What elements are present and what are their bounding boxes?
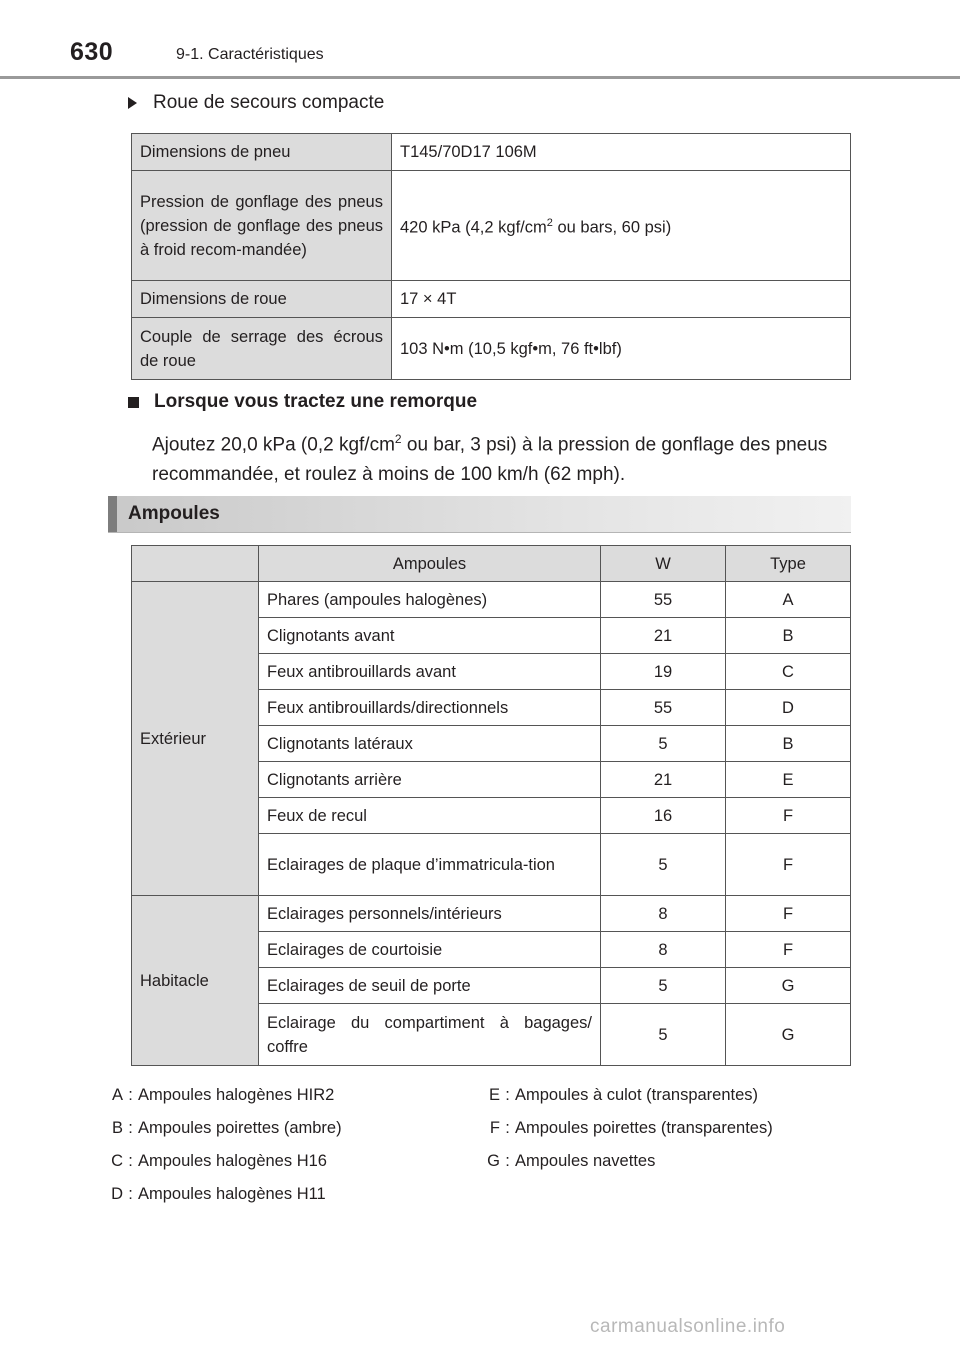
spare-label-wheel-size: Dimensions de roue	[132, 281, 392, 318]
legend-text: Ampoules à culot (transparentes)	[515, 1086, 759, 1104]
bulb-watt: 19	[601, 654, 726, 690]
legend-separator: :	[128, 1086, 133, 1104]
table-row	[132, 896, 851, 932]
legend-separator: :	[128, 1185, 133, 1203]
column-header-bulbs: Ampoules	[259, 546, 601, 582]
bulb-name: Phares (ampoules halogènes)	[259, 582, 601, 618]
bulb-watt: 8	[601, 932, 726, 968]
towing-text-tail: ou bar, 3 psi) à la pression de gonflage des pneus recommandée, et roulez à moins de 100 km/h (62 mph).	[152, 434, 828, 486]
bulb-name: Eclairages personnels/intérieurs	[259, 896, 601, 932]
bulb-type: C	[726, 654, 851, 690]
bulb-watt: 55	[601, 582, 726, 618]
group-label-interior: Habitacle	[132, 896, 259, 1066]
bulb-name: Clignotants arrière	[259, 762, 601, 798]
spare-value-pressure	[392, 171, 851, 281]
bulb-watt: 8	[601, 896, 726, 932]
bulb-watt: 5	[601, 1004, 726, 1066]
bulb-watt: 55	[601, 690, 726, 726]
spare-wheel-table	[131, 133, 851, 380]
legend-item-b	[97, 1119, 342, 1138]
legend-item-d	[97, 1185, 326, 1204]
table-row	[132, 582, 851, 618]
bulb-watt: 16	[601, 798, 726, 834]
legend-key: B	[111, 1119, 123, 1137]
table-row	[132, 281, 851, 318]
table-row	[132, 318, 851, 380]
section-band-accent	[108, 496, 117, 532]
table-row	[132, 134, 851, 171]
bulb-name: Eclairages de courtoisie	[259, 932, 601, 968]
page-number: 630	[70, 38, 114, 66]
bulb-name: Feux antibrouillards avant	[259, 654, 601, 690]
towing-text-superscript: 2	[394, 432, 402, 446]
pressure-value-tail: ou bars, 60 psi)	[552, 218, 672, 237]
legend-separator: :	[128, 1119, 133, 1137]
spare-value-wheel-size: 17 × 4T	[392, 281, 851, 318]
bulb-watt: 5	[601, 726, 726, 762]
bulb-watt: 21	[601, 618, 726, 654]
towing-text-main: Ajoutez 20,0 kPa (0,2 kgf/cm	[152, 434, 395, 456]
legend-key: G	[487, 1152, 500, 1170]
bulb-type: D	[726, 690, 851, 726]
legend-text: Ampoules navettes	[515, 1152, 656, 1170]
towing-paragraph	[152, 424, 852, 490]
bulb-type: B	[726, 726, 851, 762]
square-bullet-icon	[128, 397, 139, 408]
bulb-name: Eclairages de plaque d’immatricula-tion	[259, 834, 601, 896]
spare-heading-text: Roue de secours compacte	[153, 92, 385, 113]
bulb-type: F	[726, 798, 851, 834]
table-row	[132, 171, 851, 281]
bulb-watt: 21	[601, 762, 726, 798]
legend-item-f	[474, 1119, 773, 1138]
bulb-type: F	[726, 896, 851, 932]
legend-separator: :	[505, 1086, 510, 1104]
column-header-type: Type	[726, 546, 851, 582]
legend-separator: :	[128, 1152, 133, 1170]
bulb-type: F	[726, 932, 851, 968]
bulb-name: Clignotants avant	[259, 618, 601, 654]
pressure-value-superscript: 2	[546, 217, 553, 230]
legend-key: F	[489, 1119, 500, 1137]
bulb-type: G	[726, 968, 851, 1004]
spare-label-pressure: Pression de gonflage des pneus (pression de gonflage des pneus à froid recom-mandée)	[132, 171, 392, 281]
legend-key: E	[488, 1086, 500, 1104]
legend-item-c	[97, 1152, 327, 1171]
towing-heading	[128, 391, 477, 413]
triangle-bullet-icon	[128, 97, 137, 109]
bulb-name: Feux antibrouillards/directionnels	[259, 690, 601, 726]
legend-text: Ampoules poirettes (ambre)	[138, 1119, 342, 1137]
bulb-watt: 5	[601, 968, 726, 1004]
bulb-watt: 5	[601, 834, 726, 896]
bulb-type: B	[726, 618, 851, 654]
legend-text: Ampoules halogènes HIR2	[138, 1086, 335, 1104]
legend-separator: :	[505, 1119, 510, 1137]
legend-separator: :	[505, 1152, 510, 1170]
bulb-type: A	[726, 582, 851, 618]
legend-item-a	[97, 1086, 334, 1105]
table-header-row	[132, 546, 851, 582]
spare-value-tire-size: T145/70D17 106M	[392, 134, 851, 171]
group-label-exterior: Extérieur	[132, 582, 259, 896]
running-head: 9-1. Caractéristiques	[176, 46, 324, 63]
legend-key: D	[111, 1185, 123, 1203]
header-blank-cell	[132, 546, 259, 582]
legend-text: Ampoules poirettes (transparentes)	[515, 1119, 773, 1137]
bulb-name: Eclairage du compartiment à bagages/ coffre	[259, 1004, 601, 1066]
legend-text: Ampoules halogènes H16	[138, 1152, 327, 1170]
spare-heading	[128, 92, 384, 114]
bulb-name: Eclairages de seuil de porte	[259, 968, 601, 1004]
legend-item-g	[474, 1152, 655, 1171]
legend-key: C	[111, 1152, 123, 1170]
spare-label-torque: Couple de serrage des écrous de roue	[132, 318, 392, 380]
watermark: carmanualsonline.info	[590, 1316, 786, 1337]
spare-label-tire-size: Dimensions de pneu	[132, 134, 392, 171]
bulb-type: G	[726, 1004, 851, 1066]
legend-text: Ampoules halogènes H11	[138, 1185, 326, 1203]
bulb-name: Feux de recul	[259, 798, 601, 834]
towing-heading-text: Lorsque vous tractez une remorque	[154, 391, 478, 412]
pressure-value-main: 420 kPa (4,2 kgf/cm	[400, 218, 547, 237]
spare-value-torque: 103 N•m (10,5 kgf•m, 76 ft•lbf)	[392, 318, 851, 380]
legend-item-e	[474, 1086, 758, 1105]
column-header-w: W	[601, 546, 726, 582]
bulb-type: E	[726, 762, 851, 798]
legend-key: A	[111, 1086, 123, 1104]
section-title: Ampoules	[128, 503, 220, 524]
bulb-name: Clignotants latéraux	[259, 726, 601, 762]
header-rule	[0, 76, 960, 79]
bulb-type: F	[726, 834, 851, 896]
bulbs-table	[131, 545, 851, 1066]
section-band	[108, 496, 851, 533]
